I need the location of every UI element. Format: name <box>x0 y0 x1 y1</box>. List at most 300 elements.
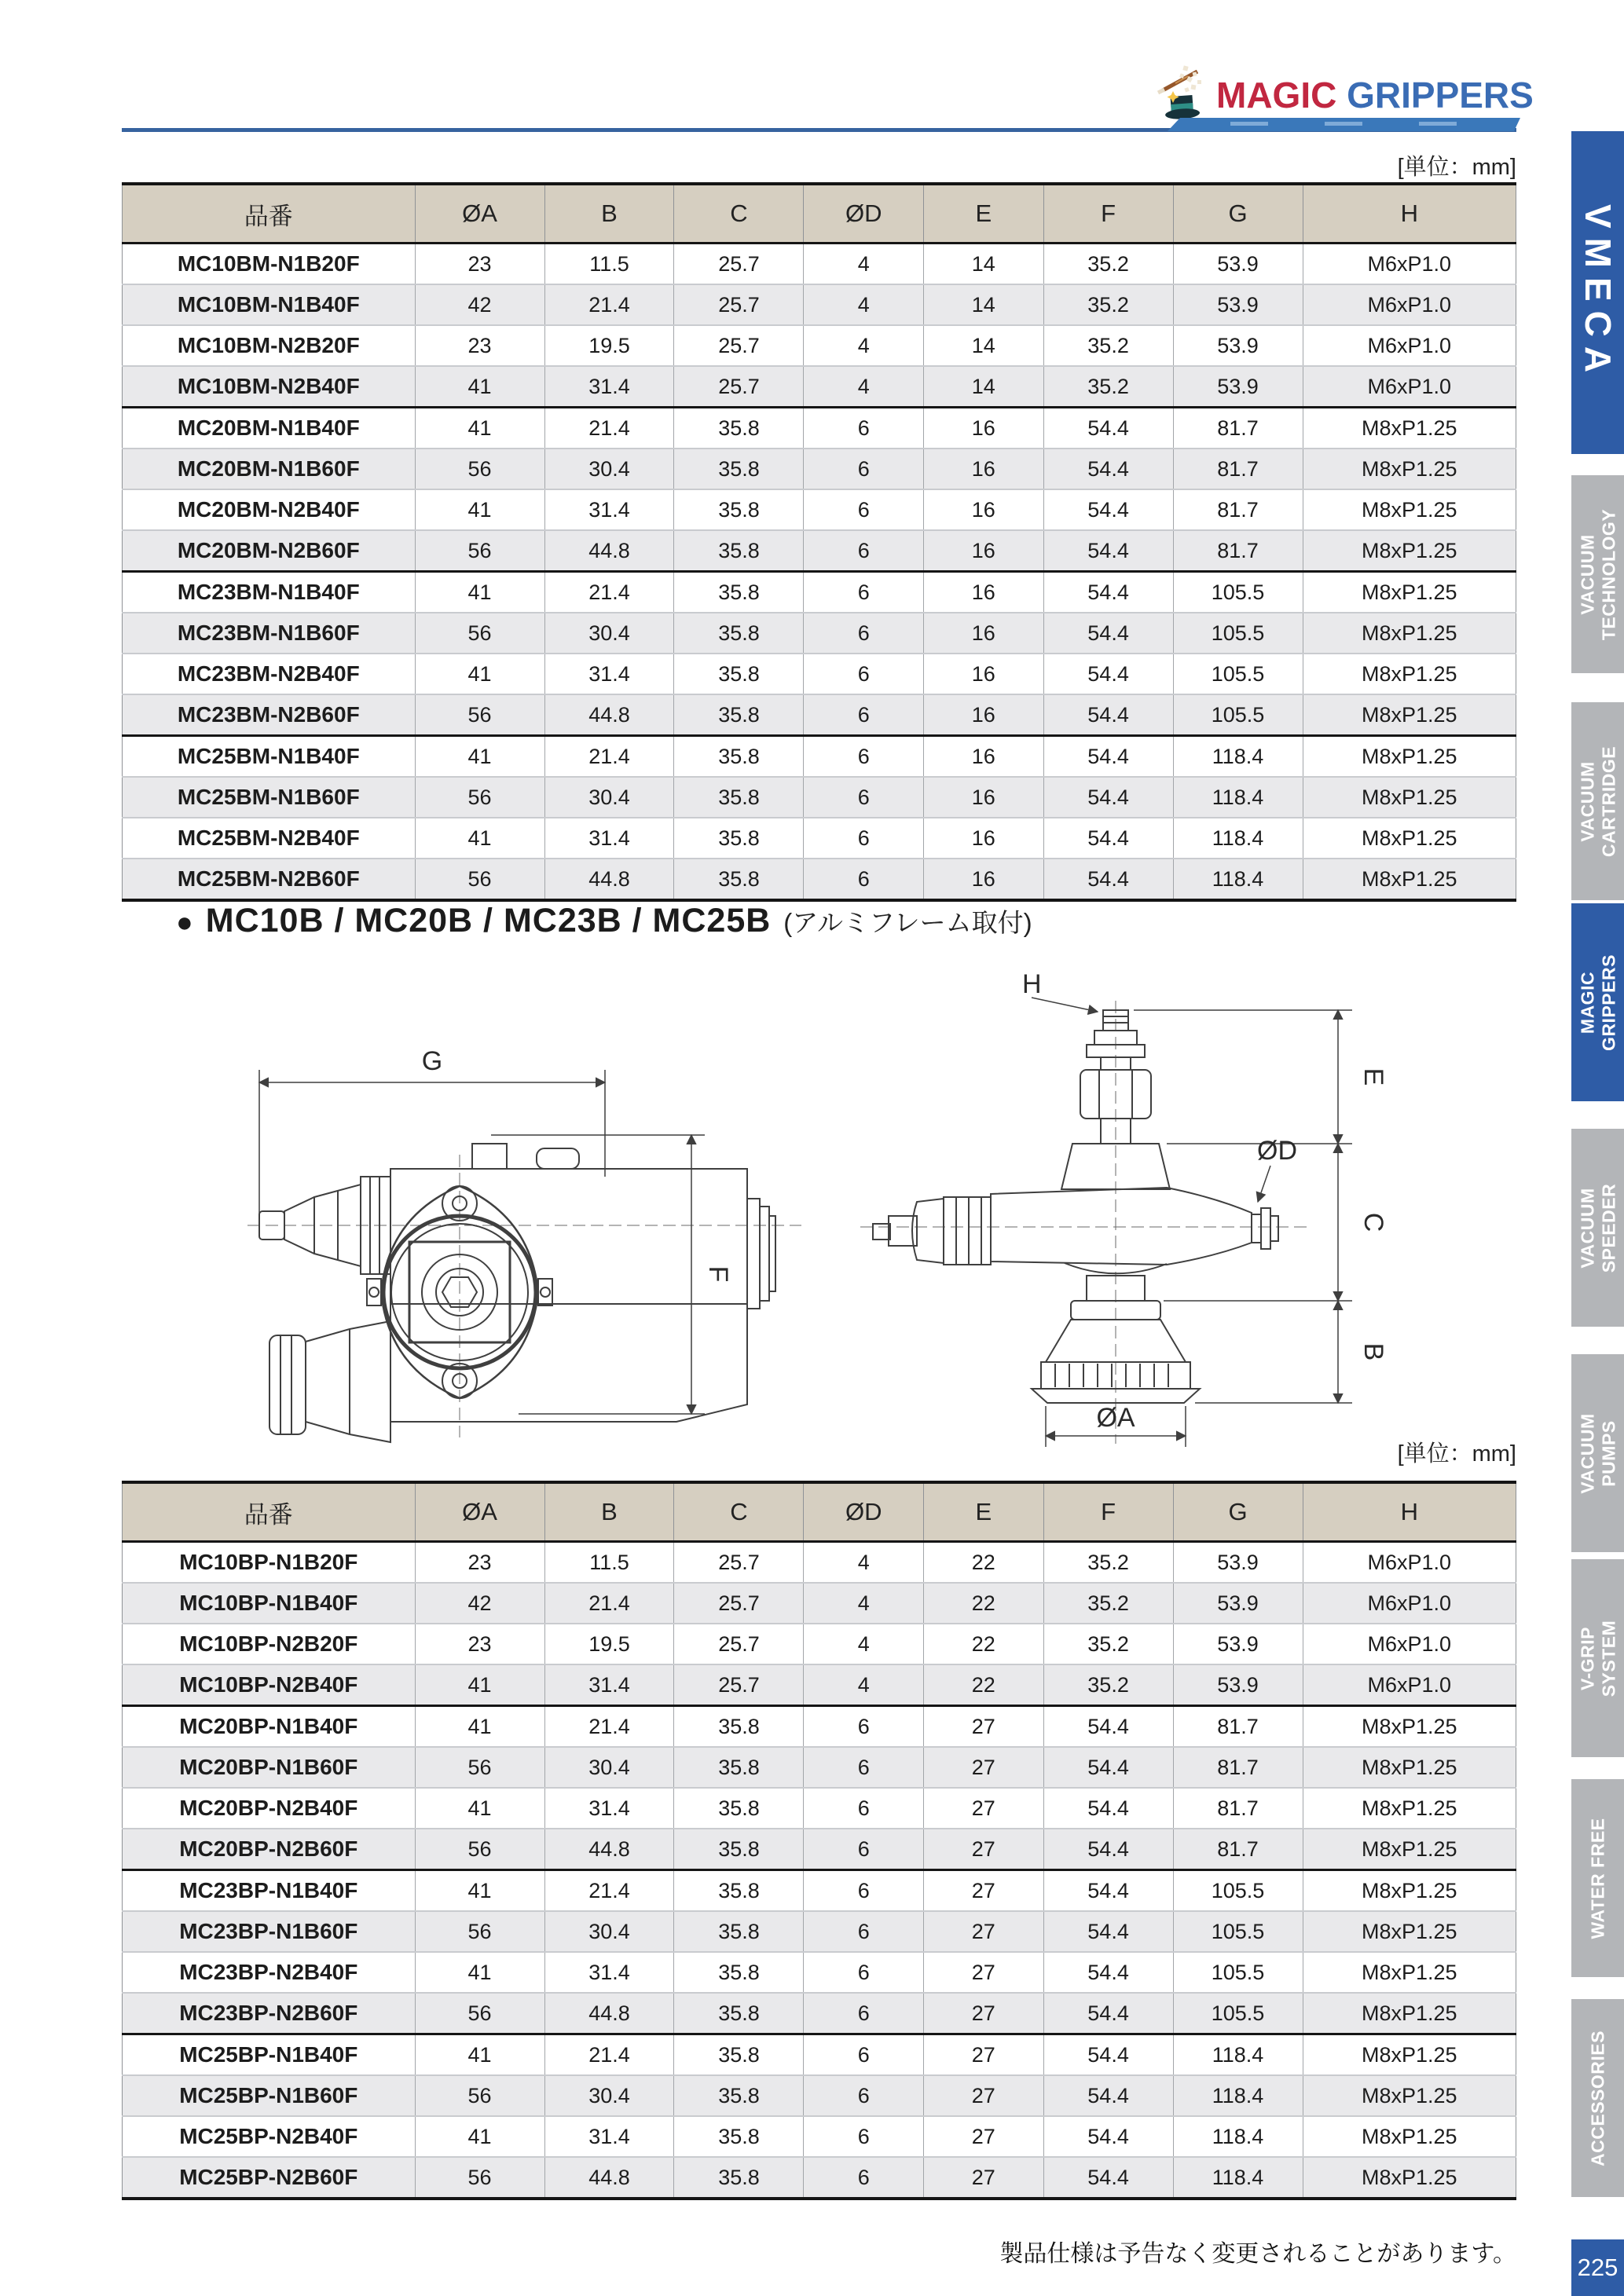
value-cell: 35.8 <box>674 2116 804 2157</box>
value-cell: 54.4 <box>1043 777 1173 818</box>
part-number-cell: MC25BP-N2B40F <box>123 2116 416 2157</box>
value-cell: 54.4 <box>1043 2034 1173 2076</box>
dim-label-oa: ØA <box>1096 1403 1135 1433</box>
value-cell: 6 <box>804 2157 924 2199</box>
value-cell: M8xP1.25 <box>1303 694 1516 736</box>
value-cell: 31.4 <box>544 366 674 408</box>
part-number-cell: MC23BM-N2B40F <box>123 654 416 694</box>
value-cell: 54.4 <box>1043 736 1173 778</box>
value-cell: M6xP1.0 <box>1303 284 1516 325</box>
brand-grippers: GRIPPERS <box>1347 75 1534 115</box>
value-cell: 11.5 <box>544 1542 674 1584</box>
value-cell: M8xP1.25 <box>1303 572 1516 613</box>
value-cell: 6 <box>804 1952 924 1993</box>
value-cell: 105.5 <box>1173 1911 1303 1952</box>
value-cell: 54.4 <box>1043 2116 1173 2157</box>
value-cell: 6 <box>804 613 924 654</box>
value-cell: 27 <box>924 2075 1044 2116</box>
value-cell: 41 <box>415 489 544 530</box>
value-cell: 44.8 <box>544 1993 674 2034</box>
column-header: B <box>544 1482 674 1542</box>
table-row <box>123 1624 1516 1664</box>
value-cell: 56 <box>415 694 544 736</box>
sidebar-tab-vacuum-pumps: VACUUM PUMPS <box>1571 1354 1624 1552</box>
front-view-drawing <box>860 998 1352 1447</box>
part-number-cell: MC25BM-N2B60F <box>123 859 416 900</box>
table-row <box>123 1952 1516 1993</box>
value-cell: 16 <box>924 572 1044 613</box>
value-cell: 118.4 <box>1173 777 1303 818</box>
value-cell: 54.4 <box>1043 694 1173 736</box>
value-cell: 118.4 <box>1173 2157 1303 2199</box>
part-number-cell: MC23BP-N1B40F <box>123 1870 416 1912</box>
sidebar-logo <box>1571 131 1624 454</box>
value-cell: 41 <box>415 408 544 449</box>
value-cell: 56 <box>415 613 544 654</box>
table-row <box>123 530 1516 572</box>
value-cell: 105.5 <box>1173 613 1303 654</box>
part-number-cell: MC25BP-N1B40F <box>123 2034 416 2076</box>
dim-label-c: C <box>1358 1212 1388 1232</box>
value-cell: 35.8 <box>674 1993 804 2034</box>
value-cell: 25.7 <box>674 325 804 366</box>
value-cell: 6 <box>804 572 924 613</box>
brand-magic: MAGIC <box>1216 75 1337 115</box>
part-number-cell: MC10BP-N2B20F <box>123 1624 416 1664</box>
table-row <box>123 777 1516 818</box>
value-cell: 53.9 <box>1173 1583 1303 1624</box>
value-cell: 35.8 <box>674 654 804 694</box>
column-header: F <box>1043 1482 1173 1542</box>
value-cell: 44.8 <box>544 694 674 736</box>
value-cell: M8xP1.25 <box>1303 2157 1516 2199</box>
value-cell: 21.4 <box>544 2034 674 2076</box>
value-cell: 53.9 <box>1173 284 1303 325</box>
part-number-cell: MC10BP-N1B40F <box>123 1583 416 1624</box>
sidebar-tab-accessories: ACCESSORIES <box>1571 1999 1624 2197</box>
table-row <box>123 1993 1516 2034</box>
value-cell: 16 <box>924 613 1044 654</box>
value-cell: 44.8 <box>544 1829 674 1870</box>
value-cell: 35.8 <box>674 1911 804 1952</box>
value-cell: M8xP1.25 <box>1303 2034 1516 2076</box>
dim-label-e: E <box>1358 1067 1388 1086</box>
table-row <box>123 736 1516 778</box>
value-cell: 35.2 <box>1043 1583 1173 1624</box>
value-cell: 81.7 <box>1173 1747 1303 1788</box>
value-cell: 30.4 <box>544 1911 674 1952</box>
header-accent-bar <box>1168 118 1520 131</box>
value-cell: 16 <box>924 654 1044 694</box>
value-cell: 21.4 <box>544 736 674 778</box>
value-cell: 27 <box>924 1993 1044 2034</box>
value-cell: 35.8 <box>674 1706 804 1748</box>
value-cell: M8xP1.25 <box>1303 654 1516 694</box>
value-cell: 27 <box>924 1747 1044 1788</box>
value-cell: 54.4 <box>1043 2157 1173 2199</box>
value-cell: 56 <box>415 2075 544 2116</box>
value-cell: 54.4 <box>1043 449 1173 489</box>
column-header: F <box>1043 184 1173 244</box>
value-cell: 35.2 <box>1043 366 1173 408</box>
value-cell: 41 <box>415 2116 544 2157</box>
value-cell: 35.2 <box>1043 284 1173 325</box>
value-cell: 6 <box>804 1747 924 1788</box>
value-cell: 35.8 <box>674 1747 804 1788</box>
value-cell: M8xP1.25 <box>1303 2116 1516 2157</box>
table-row <box>123 859 1516 900</box>
table-row <box>123 572 1516 613</box>
value-cell: 6 <box>804 736 924 778</box>
value-cell: 16 <box>924 818 1044 859</box>
part-number-cell: MC23BP-N2B60F <box>123 1993 416 2034</box>
value-cell: 21.4 <box>544 572 674 613</box>
sidebar-tab-magic-grippers: MAGIC GRIPPERS <box>1571 903 1624 1101</box>
value-cell: 81.7 <box>1173 408 1303 449</box>
value-cell: 11.5 <box>544 244 674 285</box>
value-cell: M8xP1.25 <box>1303 530 1516 572</box>
value-cell: 54.4 <box>1043 1952 1173 1993</box>
value-cell: 6 <box>804 1829 924 1870</box>
value-cell: 53.9 <box>1173 1664 1303 1706</box>
value-cell: 31.4 <box>544 818 674 859</box>
value-cell: 25.7 <box>674 1664 804 1706</box>
value-cell: 16 <box>924 736 1044 778</box>
spec-table-bp <box>122 1481 1516 2200</box>
value-cell: 118.4 <box>1173 2075 1303 2116</box>
column-header: 品番 <box>123 1482 416 1542</box>
units-label-top: [単位：mm] <box>1397 155 1516 180</box>
column-header: ØD <box>804 1482 924 1542</box>
value-cell: M8xP1.25 <box>1303 1829 1516 1870</box>
value-cell: 53.9 <box>1173 1624 1303 1664</box>
value-cell: 35.8 <box>674 1788 804 1829</box>
value-cell: 4 <box>804 1664 924 1706</box>
sidebar-tab-vacuum-technology: VACUUM TECHNOLOGY <box>1571 475 1624 673</box>
value-cell: 105.5 <box>1173 694 1303 736</box>
value-cell: 23 <box>415 325 544 366</box>
value-cell: 35.2 <box>1043 1542 1173 1584</box>
value-cell: M6xP1.0 <box>1303 325 1516 366</box>
column-header: G <box>1173 1482 1303 1542</box>
value-cell: 81.7 <box>1173 1706 1303 1748</box>
value-cell: 56 <box>415 530 544 572</box>
table-row <box>123 2034 1516 2076</box>
table-row <box>123 1829 1516 1870</box>
page-title <box>1216 74 1534 116</box>
part-number-cell: MC10BM-N1B20F <box>123 244 416 285</box>
table-row <box>123 2157 1516 2199</box>
value-cell: 6 <box>804 859 924 900</box>
value-cell: 53.9 <box>1173 366 1303 408</box>
table-row <box>123 2075 1516 2116</box>
value-cell: 54.4 <box>1043 1747 1173 1788</box>
footer-note: 製品仕様は予告なく変更されることがあります。 <box>999 2241 1516 2267</box>
dim-label-h: H <box>1022 969 1042 999</box>
value-cell: 54.4 <box>1043 530 1173 572</box>
section-title: MC10B / MC20B / MC23B / MC25B <box>205 902 772 939</box>
sidebar-logo-text: VMECA <box>1577 203 1619 382</box>
table-row <box>123 325 1516 366</box>
column-header: C <box>674 1482 804 1542</box>
table-row <box>123 1870 1516 1912</box>
bar-highlight <box>1230 122 1268 126</box>
value-cell: M8xP1.25 <box>1303 1788 1516 1829</box>
value-cell: 35.8 <box>674 2034 804 2076</box>
value-cell: 25.7 <box>674 1542 804 1584</box>
part-number-cell: MC20BP-N1B40F <box>123 1706 416 1748</box>
table-row <box>123 1542 1516 1584</box>
value-cell: M8xP1.25 <box>1303 1952 1516 1993</box>
part-number-cell: MC10BP-N2B40F <box>123 1664 416 1706</box>
column-header: C <box>674 184 804 244</box>
value-cell: 44.8 <box>544 2157 674 2199</box>
value-cell: 35.8 <box>674 613 804 654</box>
value-cell: 41 <box>415 2034 544 2076</box>
value-cell: 54.4 <box>1043 408 1173 449</box>
value-cell: 16 <box>924 449 1044 489</box>
value-cell: M8xP1.25 <box>1303 736 1516 778</box>
table-row <box>123 284 1516 325</box>
value-cell: 54.4 <box>1043 1911 1173 1952</box>
value-cell: 44.8 <box>544 859 674 900</box>
value-cell: 4 <box>804 1624 924 1664</box>
value-cell: 16 <box>924 489 1044 530</box>
units-label-bottom: [単位：mm] <box>1397 1441 1516 1467</box>
value-cell: 4 <box>804 1542 924 1584</box>
value-cell: 21.4 <box>544 284 674 325</box>
column-header: H <box>1303 184 1516 244</box>
value-cell: 6 <box>804 1911 924 1952</box>
table-row <box>123 1911 1516 1952</box>
value-cell: 54.4 <box>1043 2075 1173 2116</box>
column-header: H <box>1303 1482 1516 1542</box>
value-cell: 35.8 <box>674 449 804 489</box>
sidebar-tab-v-grip-system: V-GRIP SYSTEM <box>1571 1559 1624 1757</box>
value-cell: 56 <box>415 777 544 818</box>
value-cell: 42 <box>415 1583 544 1624</box>
value-cell: 35.8 <box>674 2157 804 2199</box>
value-cell: 44.8 <box>544 530 674 572</box>
value-cell: 35.8 <box>674 1829 804 1870</box>
value-cell: 6 <box>804 530 924 572</box>
dim-label-f: F <box>703 1265 733 1283</box>
value-cell: 56 <box>415 1829 544 1870</box>
value-cell: M8xP1.25 <box>1303 2075 1516 2116</box>
table-row <box>123 366 1516 408</box>
part-number-cell: MC23BM-N1B40F <box>123 572 416 613</box>
value-cell: M6xP1.0 <box>1303 1624 1516 1664</box>
value-cell: 21.4 <box>544 1706 674 1748</box>
value-cell: 14 <box>924 325 1044 366</box>
value-cell: 23 <box>415 244 544 285</box>
value-cell: 16 <box>924 408 1044 449</box>
value-cell: 27 <box>924 2116 1044 2157</box>
value-cell: 118.4 <box>1173 2034 1303 2076</box>
value-cell: M6xP1.0 <box>1303 366 1516 408</box>
value-cell: 31.4 <box>544 654 674 694</box>
value-cell: 4 <box>804 325 924 366</box>
column-header: E <box>924 184 1044 244</box>
value-cell: M8xP1.25 <box>1303 1747 1516 1788</box>
value-cell: 27 <box>924 1952 1044 1993</box>
value-cell: M6xP1.0 <box>1303 1583 1516 1624</box>
column-header: E <box>924 1482 1044 1542</box>
table-row <box>123 408 1516 449</box>
value-cell: 27 <box>924 1911 1044 1952</box>
table-row <box>123 1788 1516 1829</box>
value-cell: 21.4 <box>544 1870 674 1912</box>
value-cell: 23 <box>415 1624 544 1664</box>
value-cell: 22 <box>924 1542 1044 1584</box>
part-number-cell: MC25BM-N1B60F <box>123 777 416 818</box>
value-cell: 35.2 <box>1043 244 1173 285</box>
sidebar-tab-vacuum-speeder: VACUUM SPEEDER <box>1571 1129 1624 1327</box>
value-cell: M8xP1.25 <box>1303 777 1516 818</box>
value-cell: 35.8 <box>674 489 804 530</box>
value-cell: 31.4 <box>544 1788 674 1829</box>
value-cell: 14 <box>924 284 1044 325</box>
sidebar-tab-water-free: WATER FREE <box>1571 1779 1624 1977</box>
table-row <box>123 489 1516 530</box>
value-cell: 41 <box>415 1952 544 1993</box>
value-cell: 25.7 <box>674 284 804 325</box>
value-cell: 41 <box>415 1706 544 1748</box>
value-cell: 35.8 <box>674 694 804 736</box>
value-cell: 4 <box>804 284 924 325</box>
column-header: 品番 <box>123 184 416 244</box>
part-number-cell: MC23BP-N1B60F <box>123 1911 416 1952</box>
table-row <box>123 449 1516 489</box>
value-cell: 105.5 <box>1173 654 1303 694</box>
section-heading <box>176 902 1032 940</box>
value-cell: 22 <box>924 1583 1044 1624</box>
value-cell: 35.8 <box>674 530 804 572</box>
table-row <box>123 818 1516 859</box>
value-cell: 53.9 <box>1173 1542 1303 1584</box>
value-cell: 30.4 <box>544 2075 674 2116</box>
value-cell: 19.5 <box>544 325 674 366</box>
value-cell: 25.7 <box>674 366 804 408</box>
value-cell: 6 <box>804 694 924 736</box>
table-bm <box>122 182 1516 902</box>
value-cell: 35.8 <box>674 859 804 900</box>
value-cell: 27 <box>924 1706 1044 1748</box>
value-cell: 54.4 <box>1043 489 1173 530</box>
value-cell: 35.8 <box>674 736 804 778</box>
value-cell: 35.8 <box>674 408 804 449</box>
value-cell: 54.4 <box>1043 818 1173 859</box>
value-cell: M6xP1.0 <box>1303 1664 1516 1706</box>
value-cell: 4 <box>804 244 924 285</box>
value-cell: M8xP1.25 <box>1303 449 1516 489</box>
page-number: 225 <box>1571 2239 1624 2296</box>
value-cell: 6 <box>804 777 924 818</box>
value-cell: 41 <box>415 366 544 408</box>
value-cell: 6 <box>804 449 924 489</box>
value-cell: 16 <box>924 694 1044 736</box>
value-cell: 6 <box>804 1706 924 1748</box>
bullet-icon: ● <box>176 906 193 938</box>
part-number-cell: MC10BM-N1B40F <box>123 284 416 325</box>
value-cell: 41 <box>415 736 544 778</box>
part-number-cell: MC25BP-N1B60F <box>123 2075 416 2116</box>
value-cell: M8xP1.25 <box>1303 1870 1516 1912</box>
value-cell: 35.8 <box>674 1870 804 1912</box>
value-cell: 105.5 <box>1173 572 1303 613</box>
value-cell: 23 <box>415 1542 544 1584</box>
table-bp <box>122 1481 1516 2200</box>
value-cell: 6 <box>804 2075 924 2116</box>
value-cell: 6 <box>804 818 924 859</box>
value-cell: 54.4 <box>1043 1706 1173 1748</box>
part-number-cell: MC25BP-N2B60F <box>123 2157 416 2199</box>
table-row <box>123 694 1516 736</box>
value-cell: 105.5 <box>1173 1952 1303 1993</box>
value-cell: 16 <box>924 530 1044 572</box>
part-number-cell: MC23BM-N2B60F <box>123 694 416 736</box>
table-row <box>123 244 1516 285</box>
value-cell: 30.4 <box>544 777 674 818</box>
value-cell: 21.4 <box>544 1583 674 1624</box>
value-cell: 53.9 <box>1173 244 1303 285</box>
column-header: ØD <box>804 184 924 244</box>
value-cell: 30.4 <box>544 613 674 654</box>
column-header: ØA <box>415 184 544 244</box>
value-cell: M8xP1.25 <box>1303 1706 1516 1748</box>
dim-label-od: ØD <box>1257 1136 1297 1166</box>
table-row <box>123 1747 1516 1788</box>
value-cell: 6 <box>804 654 924 694</box>
value-cell: 56 <box>415 1747 544 1788</box>
part-number-cell: MC20BM-N2B60F <box>123 530 416 572</box>
value-cell: 35.2 <box>1043 325 1173 366</box>
value-cell: 31.4 <box>544 1952 674 1993</box>
value-cell: 16 <box>924 777 1044 818</box>
value-cell: 4 <box>804 1583 924 1624</box>
part-number-cell: MC20BM-N1B40F <box>123 408 416 449</box>
value-cell: 54.4 <box>1043 613 1173 654</box>
spec-table-bm <box>122 182 1516 902</box>
value-cell: 81.7 <box>1173 1829 1303 1870</box>
value-cell: 35.8 <box>674 572 804 613</box>
part-number-cell: MC20BM-N1B60F <box>123 449 416 489</box>
part-number-cell: MC20BP-N2B40F <box>123 1788 416 1829</box>
value-cell: M6xP1.0 <box>1303 1542 1516 1584</box>
part-number-cell: MC25BM-N2B40F <box>123 818 416 859</box>
table-header-row <box>123 184 1516 244</box>
value-cell: 27 <box>924 1829 1044 1870</box>
value-cell: 35.2 <box>1043 1664 1173 1706</box>
table-row <box>123 1664 1516 1706</box>
value-cell: 54.4 <box>1043 1993 1173 2034</box>
value-cell: 53.9 <box>1173 325 1303 366</box>
value-cell: 27 <box>924 1788 1044 1829</box>
value-cell: 41 <box>415 818 544 859</box>
value-cell: M8xP1.25 <box>1303 818 1516 859</box>
value-cell: 27 <box>924 2034 1044 2076</box>
table-header-row <box>123 1482 1516 1542</box>
value-cell: M8xP1.25 <box>1303 613 1516 654</box>
value-cell: 118.4 <box>1173 818 1303 859</box>
value-cell: 6 <box>804 408 924 449</box>
value-cell: 81.7 <box>1173 530 1303 572</box>
dim-label-b: B <box>1358 1342 1388 1361</box>
value-cell: 6 <box>804 1788 924 1829</box>
value-cell: M8xP1.25 <box>1303 408 1516 449</box>
value-cell: 16 <box>924 859 1044 900</box>
value-cell: 81.7 <box>1173 1788 1303 1829</box>
